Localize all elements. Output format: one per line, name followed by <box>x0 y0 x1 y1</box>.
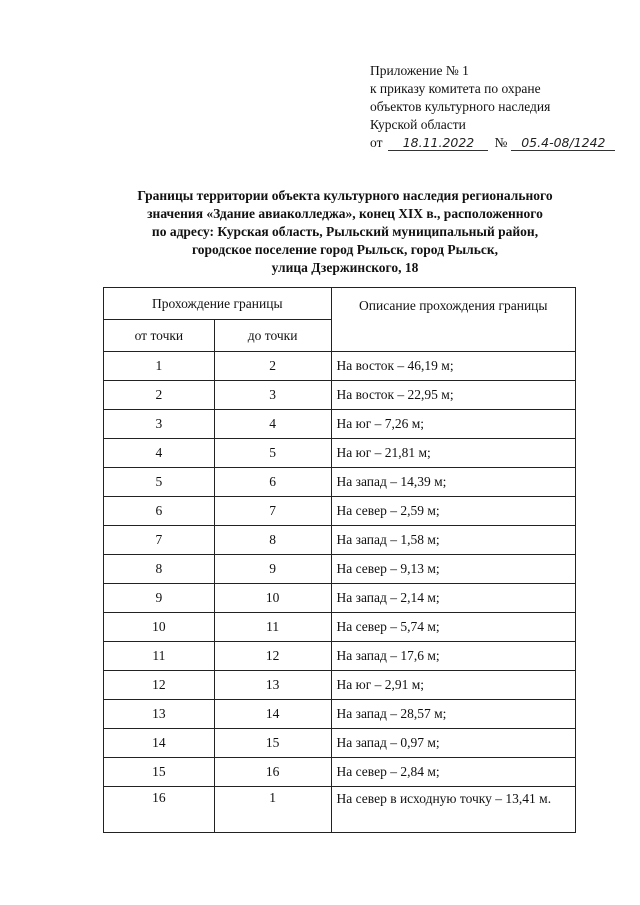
boundary-table <box>103 287 576 833</box>
header-to-point: до точки <box>214 320 331 352</box>
appendix-order-ref: к приказу комитета по охране <box>370 81 541 96</box>
handwritten-date: 18.11.2022 <box>388 136 488 151</box>
description-cell: На север в исходную точку – 13,41 м. <box>331 787 575 833</box>
description-cell: На запад – 0,97 м; <box>331 729 575 758</box>
title-line: Границы территории объекта культурного наследия регионального <box>137 188 553 203</box>
description-cell: На запад – 1,58 м; <box>331 526 575 555</box>
table-row <box>104 700 576 729</box>
number-label: № <box>494 135 508 150</box>
description-cell: На запад – 28,57 м; <box>331 700 575 729</box>
description-cell: На запад – 17,6 м; <box>331 642 575 671</box>
description-cell: На север – 5,74 м; <box>331 613 575 642</box>
table-body <box>104 352 576 833</box>
from-point-cell: 11 <box>104 642 215 671</box>
title-line: по адресу: Курская область, Рыльский муниципальный район, <box>151 224 539 239</box>
appendix-committee: объектов культурного наследия <box>370 99 551 114</box>
title-line: городское поселение город Рыльск, город Рыльск, <box>191 242 499 257</box>
to-point-cell: 4 <box>214 410 331 439</box>
to-point-cell: 7 <box>214 497 331 526</box>
handwritten-number: 05.4-08/1242 <box>511 136 615 151</box>
to-point-cell: 11 <box>214 613 331 642</box>
appendix-region: Курской области <box>370 117 466 132</box>
from-point-cell: 16 <box>104 787 215 833</box>
to-point-cell: 5 <box>214 439 331 468</box>
to-point-cell: 10 <box>214 584 331 613</box>
table-row <box>104 526 576 555</box>
header-from-point: от точки <box>104 320 215 352</box>
table-row <box>104 642 576 671</box>
table-row <box>104 497 576 526</box>
to-point-cell: 2 <box>214 352 331 381</box>
table-row <box>104 729 576 758</box>
description-cell: На восток – 22,95 м; <box>331 381 575 410</box>
table-row <box>104 758 576 787</box>
appendix-title: Приложение № 1 <box>370 63 469 78</box>
to-point-cell: 16 <box>214 758 331 787</box>
table-row <box>104 584 576 613</box>
to-point-cell: 3 <box>214 381 331 410</box>
from-point-cell: 10 <box>104 613 215 642</box>
to-point-cell: 8 <box>214 526 331 555</box>
from-point-cell: 5 <box>104 468 215 497</box>
from-point-cell: 6 <box>104 497 215 526</box>
from-point-cell: 13 <box>104 700 215 729</box>
from-point-cell: 8 <box>104 555 215 584</box>
header-description: Описание прохождения границы <box>331 288 575 352</box>
description-cell: На юг – 2,91 м; <box>331 671 575 700</box>
to-point-cell: 14 <box>214 700 331 729</box>
table-row <box>104 410 576 439</box>
to-point-cell: 9 <box>214 555 331 584</box>
table-row <box>104 613 576 642</box>
to-point-cell: 15 <box>214 729 331 758</box>
from-point-cell: 2 <box>104 381 215 410</box>
table-row <box>104 439 576 468</box>
from-label: от <box>370 135 383 150</box>
title-line: улица Дзержинского, 18 <box>271 260 419 275</box>
from-point-cell: 7 <box>104 526 215 555</box>
description-cell: На юг – 7,26 м; <box>331 410 575 439</box>
description-cell: На север – 2,84 м; <box>331 758 575 787</box>
table-row <box>104 555 576 584</box>
from-point-cell: 4 <box>104 439 215 468</box>
title-line: значения «Здание авиаколледжа», конец XIX в., расположенного <box>147 206 543 221</box>
from-point-cell: 3 <box>104 410 215 439</box>
to-point-cell: 6 <box>214 468 331 497</box>
description-cell: На юг – 21,81 м; <box>331 439 575 468</box>
description-cell: На запад – 14,39 м; <box>331 468 575 497</box>
table-row <box>104 468 576 497</box>
to-point-cell: 12 <box>214 642 331 671</box>
appendix-header <box>370 62 615 152</box>
to-point-cell: 13 <box>214 671 331 700</box>
from-point-cell: 9 <box>104 584 215 613</box>
from-point-cell: 1 <box>104 352 215 381</box>
header-boundary-passage: Прохождение границы <box>104 288 332 320</box>
document-title <box>100 187 590 277</box>
description-cell: На север – 9,13 м; <box>331 555 575 584</box>
table-row <box>104 381 576 410</box>
table-row <box>104 352 576 381</box>
from-point-cell: 14 <box>104 729 215 758</box>
description-cell: На север – 2,59 м; <box>331 497 575 526</box>
from-point-cell: 12 <box>104 671 215 700</box>
table-row <box>104 671 576 700</box>
description-cell: На восток – 46,19 м; <box>331 352 575 381</box>
from-point-cell: 15 <box>104 758 215 787</box>
table-row <box>104 787 576 833</box>
to-point-cell: 1 <box>214 787 331 833</box>
appendix-date-number <box>370 134 615 152</box>
description-cell: На запад – 2,14 м; <box>331 584 575 613</box>
